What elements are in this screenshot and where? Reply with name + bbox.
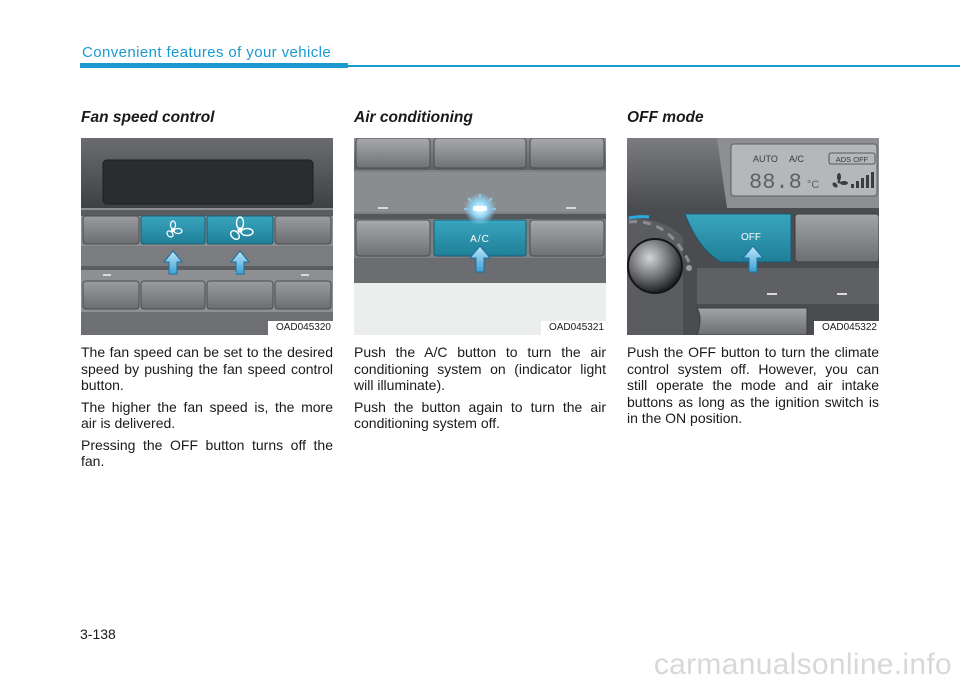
page-number: 3-138 <box>80 626 116 642</box>
fan-speed-section <box>81 108 333 470</box>
panel-button <box>83 216 139 244</box>
paragraph: Pressing the OFF button turns off the fan. <box>81 436 333 469</box>
off-mode-figure <box>627 138 879 335</box>
section-title: OFF mode <box>627 109 704 126</box>
fan-panel-illustration <box>81 138 333 335</box>
watermark: carmanualsonline.info <box>653 648 952 681</box>
section-title: Air conditioning <box>354 109 473 126</box>
knob-icon <box>628 239 682 293</box>
fan-speed-figure <box>81 138 333 335</box>
display-ads-off: ADS OFF <box>835 155 869 164</box>
figure-code: OAD045320 <box>268 321 333 335</box>
indicator-light-icon <box>464 193 496 225</box>
paragraph: Push the button again to turn the air conditioning system off. <box>354 398 606 431</box>
paragraph: Push the OFF button to turn the climate control system off. However, you can still operate the mode and air intake buttons as long as the ignition switch is in the ON position. <box>627 344 879 426</box>
ac-panel-illustration <box>354 138 606 335</box>
paragraph: The fan speed can be set to the desired speed by pushing the fan speed control button. <box>81 344 333 393</box>
air-conditioning-figure <box>354 138 606 335</box>
off-button-label: OFF <box>741 232 761 243</box>
paragraph: Push the A/C button to turn the air conditioning system on (indicator light will illuminate). <box>354 344 606 393</box>
panel-button <box>275 216 331 244</box>
off-mode-section <box>627 108 879 427</box>
figure-code: OAD045322 <box>814 321 879 335</box>
figure-code: OAD045321 <box>541 321 606 335</box>
off-panel-illustration <box>627 138 879 335</box>
display-temperature: 88.8 <box>749 170 802 195</box>
display-ac: A/C <box>789 154 805 164</box>
header-rule-thin <box>348 65 960 67</box>
ac-button-label: A/C <box>470 234 490 245</box>
header-rule-thick <box>80 63 348 68</box>
air-conditioning-section <box>354 108 606 432</box>
display-auto: AUTO <box>753 154 778 164</box>
display-unit: °C <box>807 179 820 191</box>
section-header-title: Convenient features of your vehicle <box>82 44 332 61</box>
section-title: Fan speed control <box>81 109 215 126</box>
paragraph: The higher the fan speed is, the more air is delivered. <box>81 398 333 431</box>
